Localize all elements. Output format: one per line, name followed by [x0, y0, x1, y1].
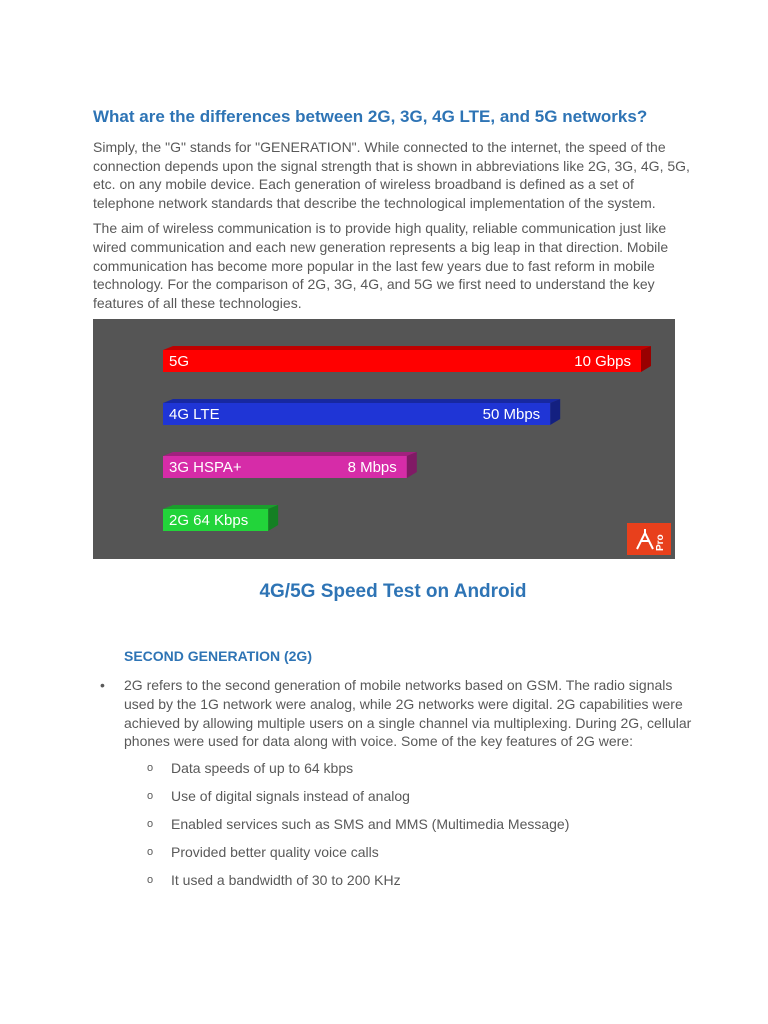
chart-bar-group	[163, 505, 278, 531]
document-page	[93, 104, 693, 899]
feature-text: Enabled services such as SMS and MMS (Multimedia Message)	[171, 815, 570, 832]
logo-text: Pro	[655, 534, 666, 552]
circle-bullet-icon: o	[147, 874, 154, 887]
feature-text: Provided better quality voice calls	[171, 844, 379, 860]
bar-top-face	[163, 346, 651, 350]
chart-bar	[163, 350, 641, 372]
circle-bullet-icon: o	[147, 789, 154, 802]
bar-top-face	[163, 399, 560, 403]
bar-category-label: 2G 64 Kbps	[169, 512, 249, 530]
figure-caption: 4G/5G Speed Test on Android	[259, 581, 527, 603]
list-item	[93, 871, 693, 890]
bullet-icon: •	[100, 677, 105, 694]
feature-list	[93, 759, 693, 890]
bar-value-label: 8 Mbps	[347, 459, 397, 477]
bar-side-face	[550, 399, 560, 425]
bar-top-face	[163, 505, 278, 509]
chart-bar-group	[163, 452, 417, 478]
bar-value-label: 10 Gbps	[574, 353, 631, 371]
bar-category-label: 5G	[169, 353, 190, 371]
list-item	[93, 759, 693, 778]
feature-text: It used a bandwidth of 30 to 200 KHz	[171, 872, 401, 889]
speedtest-logo-icon	[627, 523, 671, 555]
document-heading: What are the differences between 2G, 3G, 4G LTE, and 5G networks?	[93, 107, 648, 126]
list-item	[93, 843, 693, 862]
chart-bar-group	[163, 346, 651, 372]
section-heading: SECOND GENERATION (2G)	[124, 648, 312, 665]
feature-text: Use of digital signals instead of analog	[171, 787, 410, 804]
speed-bar-chart	[93, 319, 675, 559]
bar-category-label: 3G HSPA+	[169, 459, 242, 477]
bullet-text: 2G refers to the second generation of mobile networks based on GSM. The radio signals used by the 1G network were analog, while 2G networks were digital. 2G capabilities were achieved by allowing multiple users on a single channel via multiplexing. During 2G, cellular phones were used for data along with voice. Some of the key features of 2G were:	[124, 677, 692, 750]
bar-value-label: 50 Mbps	[482, 406, 541, 424]
intro-paragraph: Simply, the "G" stands for "GENERATION". While connected to the internet, the speed of the connection depends upon the signal strength that is shown in abbreviations like 2G, 3G, 4G, 5G, etc. on any mobile device. Each generation of wireless broadband is defined as a set of telephone network standards that describe the technological implementation of the system.	[93, 139, 690, 211]
bar-side-face	[407, 452, 417, 478]
feature-text: Data speeds of up to 64 kbps	[171, 759, 354, 776]
list-item	[93, 676, 693, 750]
bar-side-face	[641, 346, 651, 372]
bar-category-label: 4G LTE	[169, 406, 220, 424]
chart-bar-group	[163, 399, 560, 425]
speed-chart-figure	[93, 319, 675, 559]
circle-bullet-icon: o	[147, 846, 154, 858]
bar-top-face	[163, 452, 417, 456]
bar-side-face	[268, 505, 278, 531]
circle-bullet-icon: o	[147, 817, 154, 830]
list-item	[93, 787, 693, 806]
circle-bullet-icon: o	[147, 761, 154, 774]
aim-paragraph: The aim of wireless communication is to provide high quality, reliable communication just like wired communication and each new generation represents a big leap in that direction. Mobile communication has become more popular in the last few years due to fast reform in mobile technology. For the comparison of 2G, 3G, 4G, and 5G we first need to understand the key features of all these technologies.	[93, 220, 669, 311]
list-item	[93, 815, 693, 834]
